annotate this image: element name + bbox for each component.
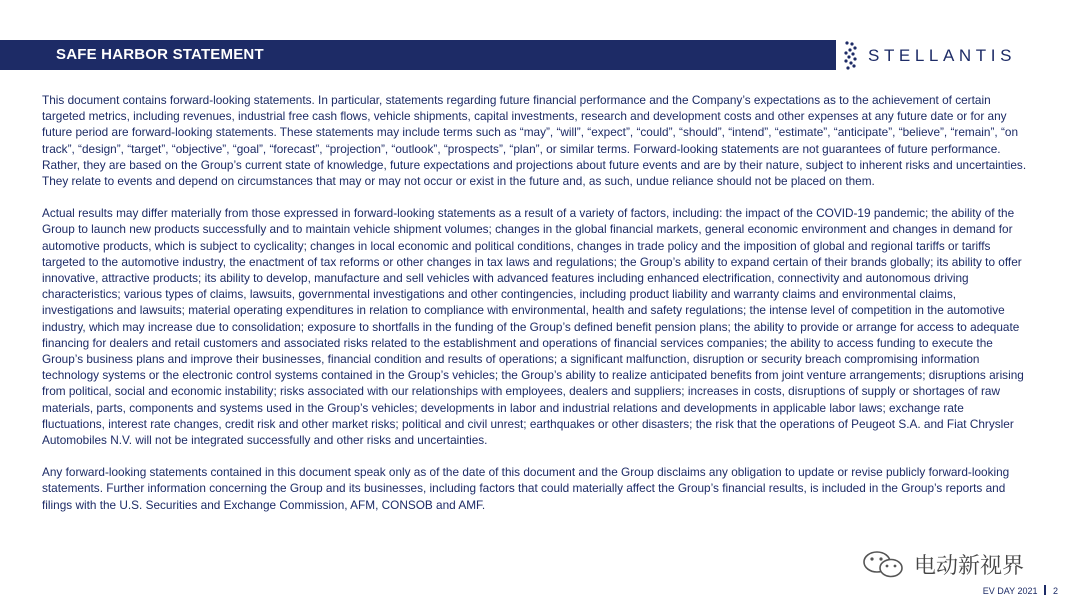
watermark: [860, 545, 1060, 581]
footer-divider: [1044, 585, 1046, 595]
brand-name: STELLANTIS: [868, 46, 1017, 65]
footer-event: EV DAY 2021: [982, 586, 1038, 596]
watermark-text: 电动新视界: [914, 553, 1025, 578]
stellantis-logo: [843, 40, 1043, 72]
safe-harbor-body: [42, 92, 1028, 529]
paragraph-disclaimer: Any forward-looking statements contained in this document speak only as of the date of this document and the Group disclaims any obligation to update or revise publicly forward-looking statements. Further information concerning the Group and its businesses, including factors that could materially affect the Group’s financial results, is included in the Group’s reports and filings with the U.S. Securities and Exchange Commission, AFM, CONSOB and AMF.: [42, 465, 1010, 512]
stellantis-dots-icon: [843, 40, 859, 72]
wechat-icon: [860, 549, 908, 579]
title-bar: [0, 40, 836, 70]
paragraph-forward-looking: This document contains forward-looking statements. In particular, statements regarding future financial performance and the Company’s expectations as to the achievement of certain targeted metrics, including revenues, industrial free cash flows, vehicle shipments, capital investments, research and development costs and other expenses at any future date or for any future period are forward-looking statements. These statements may include terms such as “may”, “will”, “expect”, “could”, “should”, “intend”, “estimate”, “anticipate”, “believe”, “remain”, “on track”, “design”, “target”, “objective”, “goal”, “forecast”, “projection”, “outlook”, “prospects”, “plan”, or similar terms. Forward-looking statements are not guarantees of future performance. Rather, they are based on the Group’s current state of knowledge, future expectations and projections about future events and are by their nature, subject to inherent risks and uncertainties. They relate to events and depend on circumstances that may or may not occur or exist in the future and, as such, undue reliance should not be placed on them.: [42, 93, 1027, 189]
page-title: SAFE HARBOR STATEMENT: [56, 46, 264, 63]
page-number: 2: [1052, 586, 1058, 596]
footer: [983, 585, 1058, 596]
paragraph-risk-factors: Actual results may differ materially from those expressed in forward-looking statements as a result of a variety of factors, including: the impact of the COVID-19 pandemic; the ability of the Group to launch new products successfully and to maintain vehicle shipment volumes; changes in the global financial markets, general economic environment and changes in demand for automotive products, which is subject to cyclicality; changes in local economic and political conditions, changes in trade policy and the imposition of global and regional tariffs or tariffs targeted to the automotive industry, the enactment of tax reforms or other changes in tax laws and regulations; the Group’s ability to expand certain of their brands globally; its ability to offer innovative, attractive products; its ability to develop, manufacture and sell vehicles with advanced features including enhanced electrification, connectivity and autonomous driving characteristics; various types of claims, lawsuits, governmental investigations and other contingencies, including product liability and warranty claims and environmental claims, investigations and lawsuits; material operating expenditures in relation to compliance with environmental, health and safety regulations; the intense level of competition in the automotive industry, which may increase due to consolidation; exposure to shortfalls in the funding of the Group’s defined benefit pension plans; the ability to provide or arrange for access to adequate financing for dealers and retail customers and associated risks related to the establishment and operations of financial services companies; the ability to access funding to execute the Group’s business plans and improve their businesses, financial condition and results of operations; a significant malfunction, disruption or security breach compromising information technology systems or the electronic control systems contained in the Group’s vehicles; the Group’s ability to realize anticipated benefits from joint venture arrangements; disruptions arising from political, social and economic instability; risks associated with our relationships with employees, dealers and suppliers; increases in costs, disruptions of supply or shortages of raw materials, parts, components and systems used in the Group’s vehicles; developments in labor and industrial relations and developments in applicable labor laws; exchange rate fluctuations, interest rate changes, credit risk and other market risks; political and civil unrest; earthquakes or other disasters; the risk that the operations of Peugeot S.A. and Fiat Chrysler Automobiles N.V. will not be integrated successfully and other risks and uncertainties.: [42, 206, 1024, 448]
